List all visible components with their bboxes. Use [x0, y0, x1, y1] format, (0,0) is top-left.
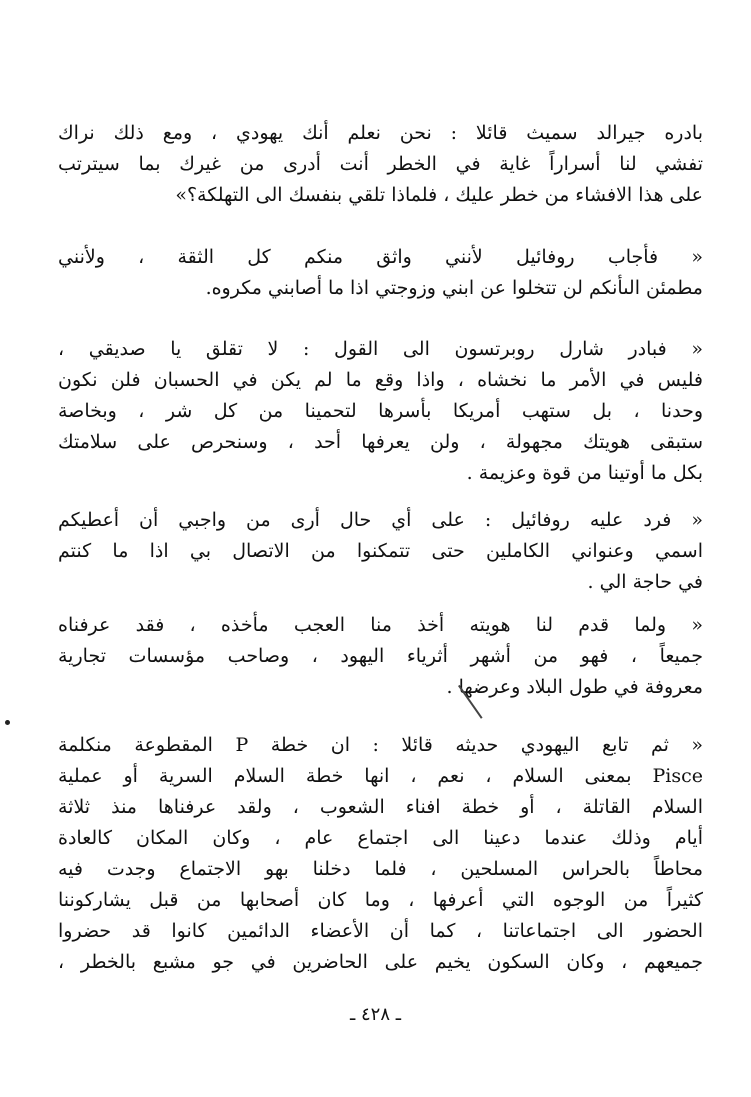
margin-dot	[5, 720, 10, 725]
text-line: على هذا الافشاء من خطر عليك ، فلماذا تلقي بنفسك الى التهلكة؟»	[175, 184, 703, 206]
text-line: بكل ما أوتينا من قوة وعزيمة .	[466, 462, 703, 484]
paragraph-5	[58, 610, 703, 703]
text-line: ستبقى هويتك مجهولة ، ولن يعرفها أحد ، وسنحرص على سلامتك	[58, 431, 703, 453]
paragraph-2	[58, 242, 703, 304]
paragraph-1	[58, 118, 703, 211]
text-line: مطمئن الىأنكم لن تتخلوا عن ابني وزوجتي اذا ما أصابني مكروه.	[205, 277, 703, 299]
text-line: محاطاً بالحراس المسلحين ، فلما دخلنا بهو الاجتماع وجدت فيه	[58, 858, 703, 880]
text-line: Pisce بمعنى السلام ، نعم ، انها خطة السلام السرية أو عملية	[58, 765, 703, 787]
text-line: الحضور الى اجتماعاتنا ، كما أن الأعضاء الدائمين كانوا قد حضروا	[58, 920, 703, 942]
text-line: « ولما قدم لنا هويته أخذ منا العجب مأخذه ، فقد عرفناه	[58, 614, 703, 636]
text-line: وحدنا ، بل ستهب أمريكا بأسرها لتحمينا من كل شر ، وبخاصة	[58, 400, 703, 422]
text-line: « فأجاب روفائيل لأنني واثق منكم كل الثقة ، ولأنني	[58, 246, 703, 268]
text-line: اسمي وعنواني الكاملين حتى تتمكنوا من الاتصال بي اذا ما كنتم	[58, 540, 703, 562]
text-line: السلام القاتلة ، أو خطة افناء الشعوب ، ولقد عرفناها منذ ثلاثة	[58, 796, 703, 818]
text-line: فليس في الأمر ما نخشاه ، واذا وقع ما لم يكن في الحسبان فلن نكون	[58, 369, 703, 391]
text-line: كثيراً من الوجوه التي أعرفها ، وما كان أصحابها من قبل يشاركوننا	[58, 889, 703, 911]
text-line: بادره جيرالد سميث قائلا : نحن نعلم أنك يهودي ، ومع ذلك نراك	[58, 122, 703, 144]
paragraph-6	[58, 730, 703, 978]
paragraph-4	[58, 505, 703, 598]
text-line: أيام وذلك عندما دعينا الى اجتماع عام ، وكان المكان كالعادة	[58, 827, 703, 849]
text-line: جميعهم ، وكان السكون يخيم على الحاضرين في جو مشبع بالخطر ،	[58, 951, 703, 973]
paragraph-3	[58, 334, 703, 489]
text-line: في حاجة الي .	[587, 571, 703, 593]
text-line: معروفة في طول البلاد وعرضها .	[446, 676, 703, 698]
text-line: « ثم تابع اليهودي حديثه قائلا : ان خطة P المقطوعة منكلمة	[58, 734, 703, 756]
text-line: جميعاً ، فهو من أشهر أثرياء اليهود ، وصاحب مؤسسات تجارية	[58, 645, 703, 667]
text-line: « فرد عليه روفائيل : على أي حال أرى من واجبي أن أعطيكم	[58, 509, 703, 531]
text-line: « فبادر شارل روبرتسون الى القول : لا تقلق يا صديقي ،	[58, 338, 703, 360]
text-line: تفشي لنا أسراراً غاية في الخطر أنت أدرى من غيرك بما سيترتب	[58, 153, 703, 175]
page-number: ـ ٤٢٨ ـ	[349, 1004, 401, 1025]
